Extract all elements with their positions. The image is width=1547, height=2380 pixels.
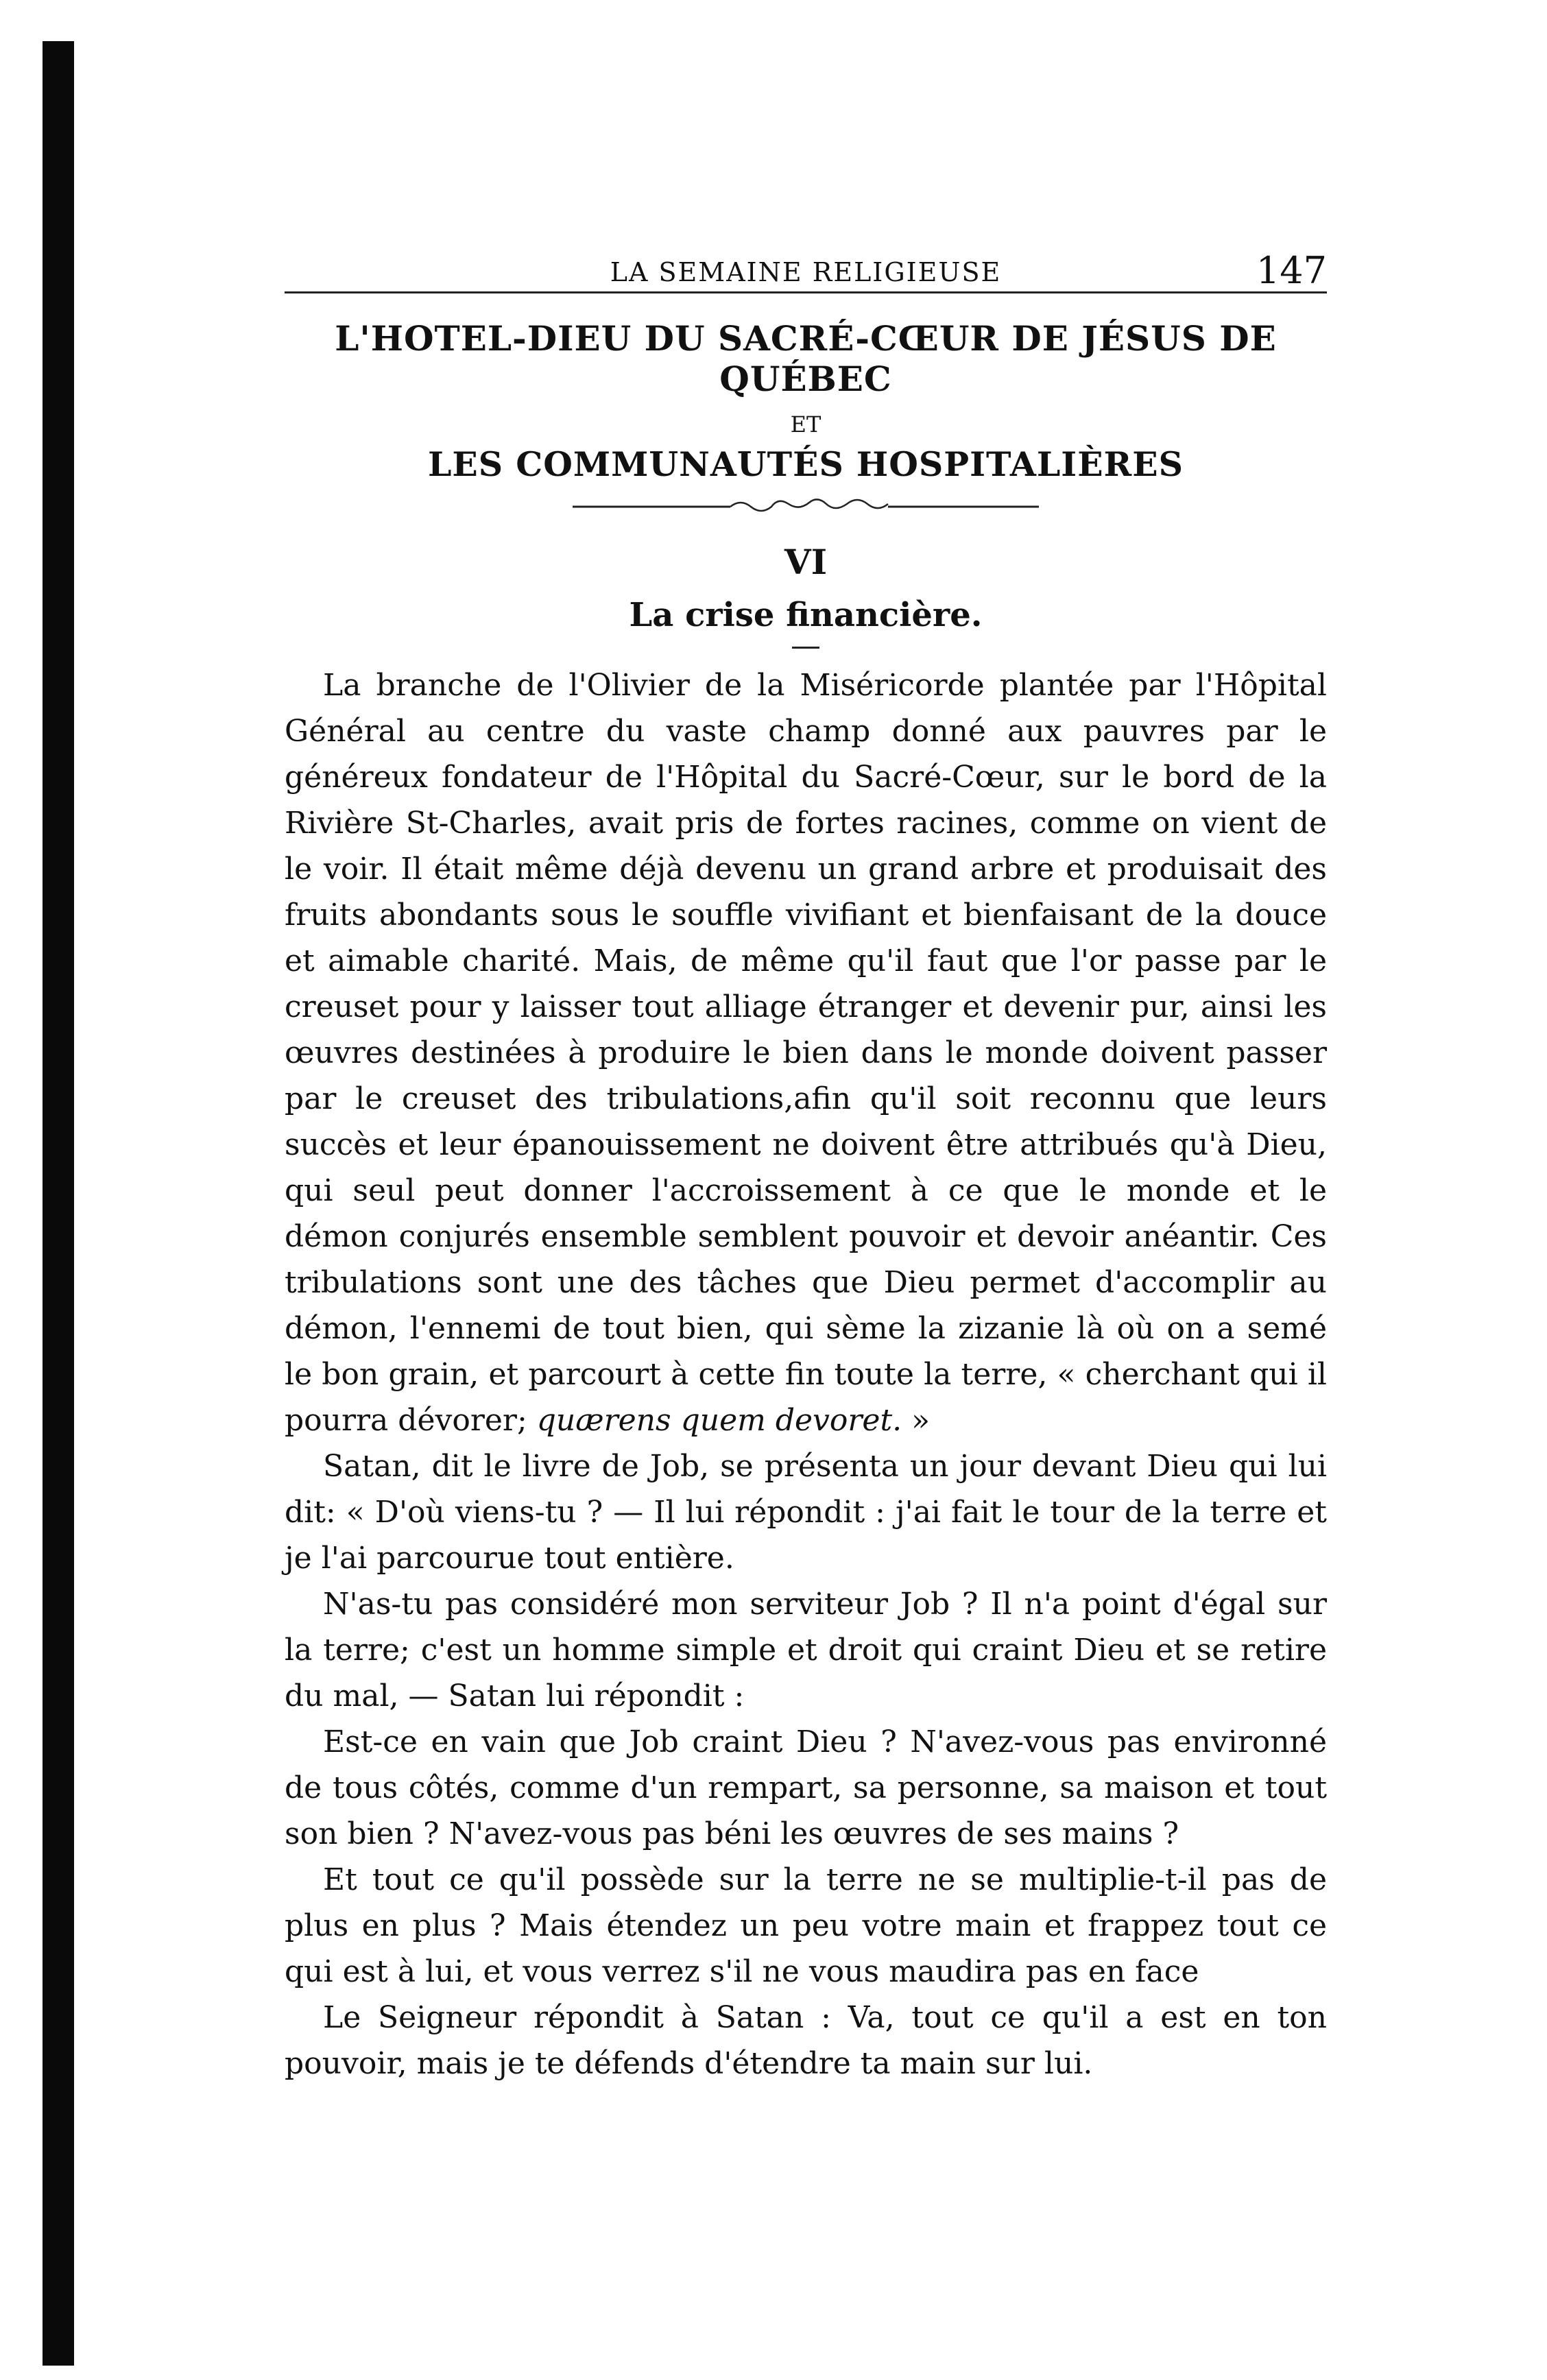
running-head-title: LA SEMAINE RELIGIEUSE: [610, 257, 1002, 287]
article-title: L'HOTEL-DIEU DU SACRÉ-CŒUR DE JÉSUS DE QUÉBEC: [335, 318, 1277, 399]
article-subtitle: LES COMMUNAUTÉS HOSPITALIÈRES: [427, 444, 1184, 484]
paragraph: [285, 662, 1327, 1443]
page-number: 147: [1256, 249, 1327, 292]
paragraph: Le Seigneur répondit à Satan : Va, tout ce qu'il a est en ton pouvoir, mais je te défends d'étendre ta main sur lui.: [285, 2000, 1327, 2081]
scan-binding-edge: [43, 41, 74, 2366]
paragraph: Et tout ce qu'il possède sur la terre ne se multiplie-t-il pas de plus en plus ? Mais étendez un peu votre main et frappez tout ce qui est à lui, et vous verrez s'il ne vous maudira pas en face: [285, 1862, 1327, 1989]
book-page: [285, 243, 1327, 2087]
paragraph: Est-ce en vain que Job craint Dieu ? N'avez-vous pas environné de tous côtés, comme d'un rempart, sa personne, sa maison et tout son bien ? N'avez-vous pas béni les œuvres de ses mains ?: [285, 1724, 1327, 1851]
paragraph: N'as-tu pas considéré mon serviteur Job ? Il n'a point d'égal sur la terre; c'est un homme simple et droit qui craint Dieu et se retire du mal, — Satan lui répondit :: [285, 1587, 1327, 1714]
section-title: La crise financière.: [629, 596, 983, 634]
ornament-rule-icon: [573, 496, 1039, 517]
title-connector: ET: [790, 411, 822, 437]
paragraph-text: La branche de l'Olivier de la Miséricorde plantée par l'Hôpital Général au centre du vaste champ donné aux pauvres par le généreux fondateur de l'Hôpital du Sacré-Cœur, sur le bord de la Rivière St-Charles, avait pris de fortes racines, comme on vient de le voir. Il était même déjà devenu un grand arbre et produisait des fruits abondants sous le souffle vivifiant et bienfaisant de la douce et aimable charité. Mais, de même qu'il faut que l'or passe par le creuset pour y laisser tout alliage étranger et devenir pur, ainsi les œuvres destinées à produire le bien dans le monde doivent passer par le creuset des tribulations,afin qu'il soit reconnu que leurs succès et leur épanouissement ne doivent être attribués qu'à Dieu, qui seul peut donner l'accroissement à ce que le monde et le démon conjurés ensemble semblent pouvoir et devoir anéantir. Ces tribulations sont une des tâches que Dieu permet d'accomplir au démon, l'ennemi de tout bien, qui sème la zizanie là où on a semé le bon grain, et parcourt à cette fin toute la terre, « cherchant qui il pourra dévorer;: [285, 668, 1327, 1438]
section-rule: [792, 647, 819, 649]
paragraph: Satan, dit le livre de Job, se présenta un jour devant Dieu qui lui dit: « D'où viens-tu ? — Il lui répondit : j'ai fait le tour de la terre et je l'ai parcourue tout entière.: [285, 1449, 1327, 1576]
section-number: VI: [784, 542, 828, 582]
body-text: [285, 662, 1327, 2087]
running-head: [285, 243, 1327, 293]
closing-quote: »: [902, 1403, 931, 1438]
latin-quote: quærens quem devoret.: [536, 1403, 902, 1438]
